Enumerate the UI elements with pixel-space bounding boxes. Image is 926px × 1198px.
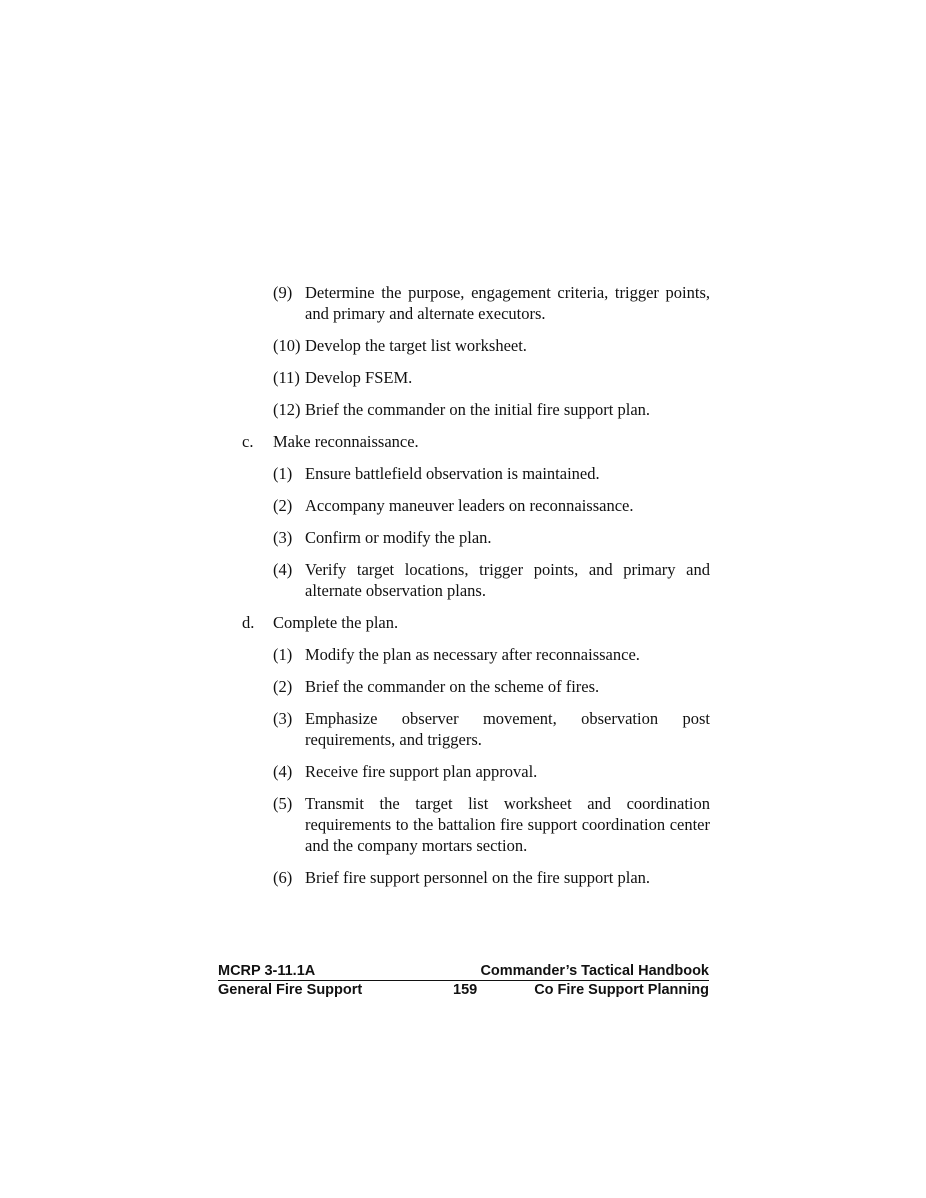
list-item xyxy=(242,335,710,356)
item-number: (2) xyxy=(273,496,293,515)
publication-number: MCRP 3-11.1A xyxy=(218,963,316,979)
list-item xyxy=(242,463,710,484)
item-text: Brief the commander on the initial fire support plan. xyxy=(305,400,651,419)
section-letter: d. xyxy=(242,613,255,632)
section-title: Make reconnaissance. xyxy=(273,432,419,451)
item-text: Receive fire support plan approval. xyxy=(305,762,538,781)
item-text: Develop FSEM. xyxy=(305,368,413,387)
item-text: Modify the plan as necessary after reconnaissance. xyxy=(305,645,640,664)
item-text: Ensure battlefield observation is maintained. xyxy=(305,464,600,483)
list-item xyxy=(242,367,710,388)
item-text: Develop the target list worksheet. xyxy=(305,336,527,355)
item-number: (12) xyxy=(273,400,301,419)
item-number: (11) xyxy=(273,368,300,387)
list-item xyxy=(242,282,710,324)
item-text: Determine the purpose, engagement criteria, trigger points, and primary and alternate executors. xyxy=(305,283,710,323)
section-letter: c. xyxy=(242,432,254,451)
list-item xyxy=(242,708,710,750)
item-text: Emphasize observer movement, observation post requirements, and triggers. xyxy=(305,709,710,749)
item-number: (4) xyxy=(273,560,293,579)
handbook-title: Commander’s Tactical Handbook xyxy=(480,963,709,979)
item-number: (9) xyxy=(273,283,293,302)
item-number: (5) xyxy=(273,794,293,813)
item-text: Brief the commander on the scheme of fires. xyxy=(305,677,600,696)
item-text: Confirm or modify the plan. xyxy=(305,528,492,547)
item-text: Verify target locations, trigger points, and primary and alternate observation plans. xyxy=(305,560,710,600)
item-number: (2) xyxy=(273,677,293,696)
item-text: Transmit the target list worksheet and coordination requirements to the battalion fire support coordination center and the company mortars section. xyxy=(305,794,710,855)
procedure-list xyxy=(242,282,710,899)
item-number: (6) xyxy=(273,868,293,887)
chapter-title: General Fire Support xyxy=(218,982,363,998)
list-item xyxy=(242,559,710,601)
footer-bottom-row xyxy=(218,981,709,999)
item-number: (10) xyxy=(273,336,301,355)
item-number: (3) xyxy=(273,528,293,547)
list-item xyxy=(242,761,710,782)
page-number: 159 xyxy=(453,982,478,998)
page-footer xyxy=(218,962,709,999)
list-item xyxy=(242,867,710,888)
footer-top-row xyxy=(218,962,709,981)
list-item xyxy=(242,527,710,548)
section-heading-d xyxy=(242,612,710,633)
item-text: Accompany maneuver leaders on reconnaissance. xyxy=(305,496,634,515)
item-number: (4) xyxy=(273,762,293,781)
item-number: (3) xyxy=(273,709,293,728)
item-text: Brief fire support personnel on the fire support plan. xyxy=(305,868,651,887)
section-title-footer: Co Fire Support Planning xyxy=(534,982,709,998)
item-number: (1) xyxy=(273,464,293,483)
section-heading-c xyxy=(242,431,710,452)
list-item xyxy=(242,399,710,420)
item-number: (1) xyxy=(273,645,293,664)
section-title: Complete the plan. xyxy=(273,613,399,632)
list-item xyxy=(242,644,710,665)
list-item xyxy=(242,495,710,516)
list-item xyxy=(242,793,710,856)
list-item xyxy=(242,676,710,697)
